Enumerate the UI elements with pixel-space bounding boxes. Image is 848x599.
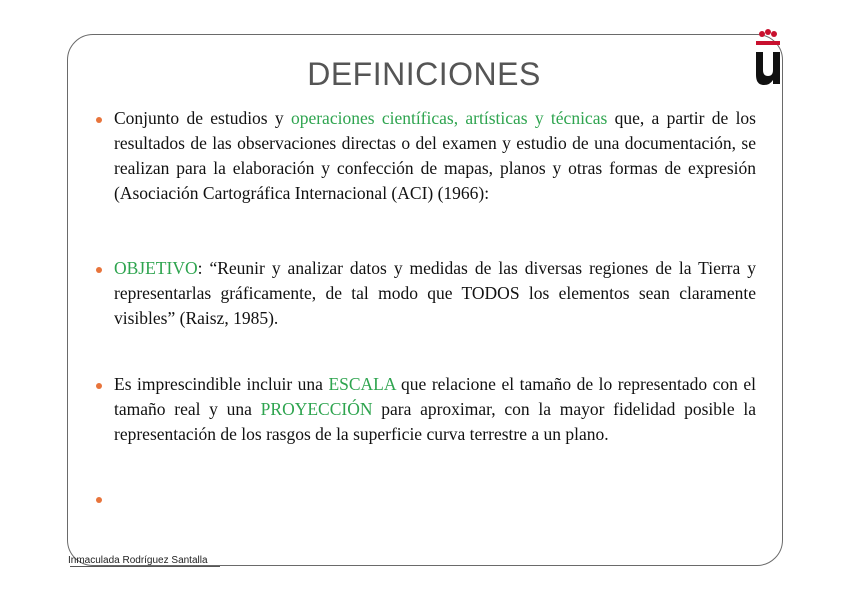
footer-author: Inmaculada Rodríguez Santalla bbox=[68, 555, 208, 566]
footer-divider bbox=[70, 566, 220, 567]
highlight-objective: OBJETIVO bbox=[114, 258, 198, 278]
bullet-item-definition: Conjunto de estudios y operaciones científicas, artísticas y técnicas que, a partir de los resultados de las observaciones directas o del examen y estudio de una documentación, se realizan para la elaboración y confección de mapas, planos y otras formas de expresión (Asociación Cartográfica Internacional (ACI) (1966): bbox=[96, 106, 756, 206]
bullet-item-scale: Es imprescindible incluir una ESCALA que relacione el tamaño de lo representado con el tamaño real y una PROYECCIÓN para aproximar, con la mayor fidelidad posible la representación de los rasgos de la superficie curva terrestre a un plano. bbox=[96, 372, 756, 447]
bullet-dot bbox=[96, 267, 102, 273]
slide-title: DEFINICIONES bbox=[307, 56, 541, 92]
highlight-operations: operaciones científicas, artísticas y técnicas bbox=[290, 108, 608, 128]
bullet-dot bbox=[96, 497, 102, 503]
bullet-dot bbox=[96, 383, 102, 389]
bullet-item-objective: OBJETIVO: “Reunir y analizar datos y medidas de las diversas regiones de la Tierra y representarlas gráficamente, de tal modo que TODOS los elementos sean claramente visibles” (Raisz, 1985). bbox=[96, 256, 756, 331]
university-logo bbox=[750, 24, 786, 86]
bullet-dot bbox=[96, 117, 102, 123]
highlight-projection: PROYECCIÓN bbox=[260, 399, 373, 419]
bullet-item-empty bbox=[96, 486, 114, 511]
highlight-scale: ESCALA bbox=[328, 374, 396, 394]
